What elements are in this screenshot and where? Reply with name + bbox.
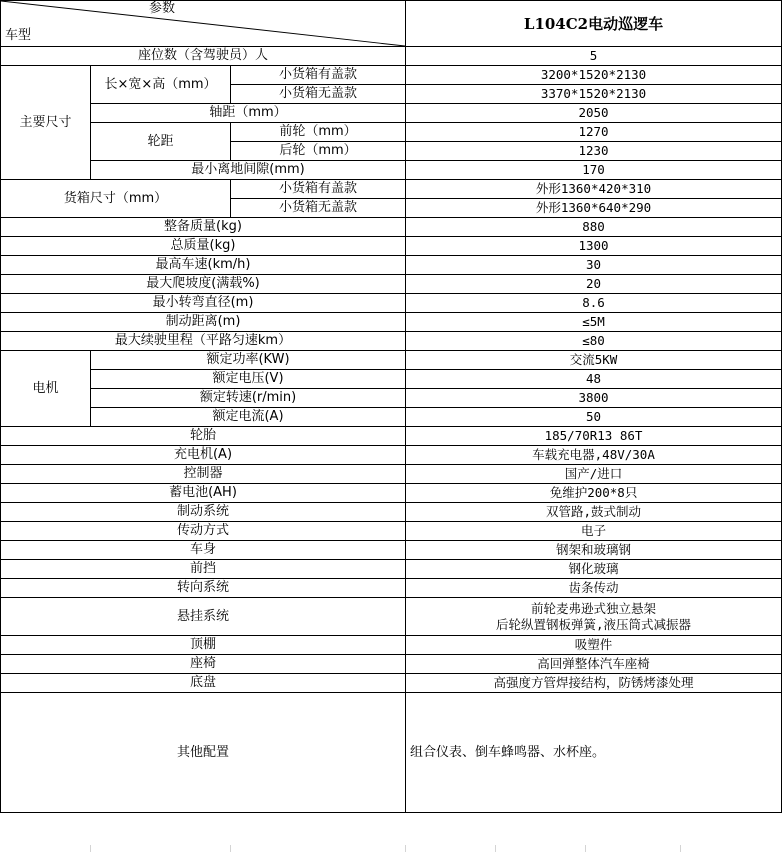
type-label: 车型	[5, 28, 32, 43]
table-row	[1, 522, 782, 541]
table-row	[1, 180, 782, 199]
row-label: 制动距离(m)	[1, 313, 406, 332]
row-value: 免维护200*8只	[406, 484, 782, 503]
row-value: 1270	[406, 123, 782, 142]
table-row	[1, 256, 782, 275]
sub-label: 额定电流(A)	[91, 408, 406, 427]
row-label: 最大续驶里程（平路匀速km）	[1, 332, 406, 351]
table-row	[1, 218, 782, 237]
table-row	[1, 408, 782, 427]
row-value: 1300	[406, 237, 782, 256]
table-row	[1, 484, 782, 503]
sub-label: 最小离地间隙(mm)	[91, 161, 406, 180]
group-label-main-dims: 主要尺寸	[1, 66, 91, 180]
table-row	[1, 560, 782, 579]
table-row	[1, 636, 782, 655]
suspension-value	[406, 598, 782, 636]
table-row	[1, 313, 782, 332]
row-value: 吸塑件	[406, 636, 782, 655]
model-title: L104C2电动巡逻车	[406, 1, 782, 47]
row-label: 充电机(A)	[1, 446, 406, 465]
lwh-label: 长×宽×高（mm）	[91, 66, 231, 104]
table-row	[1, 161, 782, 180]
table-row	[1, 446, 782, 465]
row-value: 8.6	[406, 294, 782, 313]
row-value: 3370*1520*2130	[406, 85, 782, 104]
row-label: 最小转弯直径(m)	[1, 294, 406, 313]
row-value: 3200*1520*2130	[406, 66, 782, 85]
table-row	[1, 389, 782, 408]
row-label: 最高车速(km/h)	[1, 256, 406, 275]
row-label: 传动方式	[1, 522, 406, 541]
row-value: 185/70R13 86T	[406, 427, 782, 446]
row-value: 5	[406, 47, 782, 66]
row-value: 1230	[406, 142, 782, 161]
table-row	[1, 104, 782, 123]
table-row	[1, 465, 782, 484]
row-value: 170	[406, 161, 782, 180]
other-config-value: 组合仪表、倒车蜂鸣器、水杯座。	[406, 693, 782, 813]
row-value: 20	[406, 275, 782, 294]
group-label-cargo: 货箱尺寸（mm）	[1, 180, 231, 218]
row-value: 国产/进口	[406, 465, 782, 484]
row-value: 车载充电器,48V/30A	[406, 446, 782, 465]
row-value: 2050	[406, 104, 782, 123]
table-row	[1, 123, 782, 142]
table-row	[1, 598, 782, 636]
header-row	[1, 1, 782, 47]
row-label: 转向系统	[1, 579, 406, 598]
row-label: 前挡	[1, 560, 406, 579]
suspension-line-1: 前轮麦弗逊式独立悬架	[531, 600, 657, 616]
row-label: 其他配置	[1, 693, 406, 813]
sub-label: 轴距（mm）	[91, 104, 406, 123]
row-value: ≤5M	[406, 313, 782, 332]
row-value: 48	[406, 370, 782, 389]
row-value: 外形1360*640*290	[406, 199, 782, 218]
sub-label: 前轮（mm）	[231, 123, 406, 142]
row-label: 最大爬坡度(满载%)	[1, 275, 406, 294]
track-label: 轮距	[91, 123, 231, 161]
row-label: 蓄电池(AH)	[1, 484, 406, 503]
table-row	[1, 541, 782, 560]
row-label: 底盘	[1, 674, 406, 693]
group-label-motor: 电机	[1, 351, 91, 427]
row-value: 30	[406, 256, 782, 275]
suspension-line-2: 后轮纵置钢板弹簧,液压筒式减振器	[496, 616, 692, 632]
table-row	[1, 294, 782, 313]
table-row	[1, 66, 782, 85]
table-row	[1, 674, 782, 693]
sub-label: 额定电压(V)	[91, 370, 406, 389]
row-value: 3800	[406, 389, 782, 408]
row-value: 880	[406, 218, 782, 237]
sub-label: 小货箱无盖款	[231, 85, 406, 104]
table-row	[1, 655, 782, 674]
table-row	[1, 351, 782, 370]
header-diagonal-cell	[1, 1, 406, 47]
row-value: 钢化玻璃	[406, 560, 782, 579]
row-value: 外形1360*420*310	[406, 180, 782, 199]
sub-label: 小货箱有盖款	[231, 180, 406, 199]
table-row	[1, 693, 782, 813]
sub-label: 额定转速(r/min)	[91, 389, 406, 408]
table-row	[1, 332, 782, 351]
row-label: 座位数（含驾驶员）人	[1, 47, 406, 66]
row-label: 车身	[1, 541, 406, 560]
row-label: 顶棚	[1, 636, 406, 655]
diagonal-line	[1, 1, 405, 46]
table-row	[1, 370, 782, 389]
sheet-gridlines	[0, 845, 781, 852]
sub-label: 后轮（mm）	[231, 142, 406, 161]
row-value: 钢架和玻璃钢	[406, 541, 782, 560]
table-row	[1, 47, 782, 66]
row-value: 交流5KW	[406, 351, 782, 370]
row-label: 整备质量(kg)	[1, 218, 406, 237]
row-value: 50	[406, 408, 782, 427]
param-label: 参数	[149, 1, 176, 16]
row-label: 控制器	[1, 465, 406, 484]
row-value: 双管路,鼓式制动	[406, 503, 782, 522]
table-row	[1, 427, 782, 446]
row-value: 高回弹整体汽车座椅	[406, 655, 782, 674]
row-value: ≤80	[406, 332, 782, 351]
sub-label: 小货箱无盖款	[231, 199, 406, 218]
sub-label: 小货箱有盖款	[231, 66, 406, 85]
row-label: 悬挂系统	[1, 598, 406, 636]
row-label: 座椅	[1, 655, 406, 674]
table-row	[1, 579, 782, 598]
table-row	[1, 237, 782, 256]
row-value: 高强度方管焊接结构，防锈烤漆处理	[406, 674, 782, 693]
table-row	[1, 275, 782, 294]
sub-label: 额定功率(KW)	[91, 351, 406, 370]
row-value: 齿条传动	[406, 579, 782, 598]
table-row	[1, 503, 782, 522]
row-label: 轮胎	[1, 427, 406, 446]
row-label: 制动系统	[1, 503, 406, 522]
row-label: 总质量(kg)	[1, 237, 406, 256]
row-value: 电子	[406, 522, 782, 541]
